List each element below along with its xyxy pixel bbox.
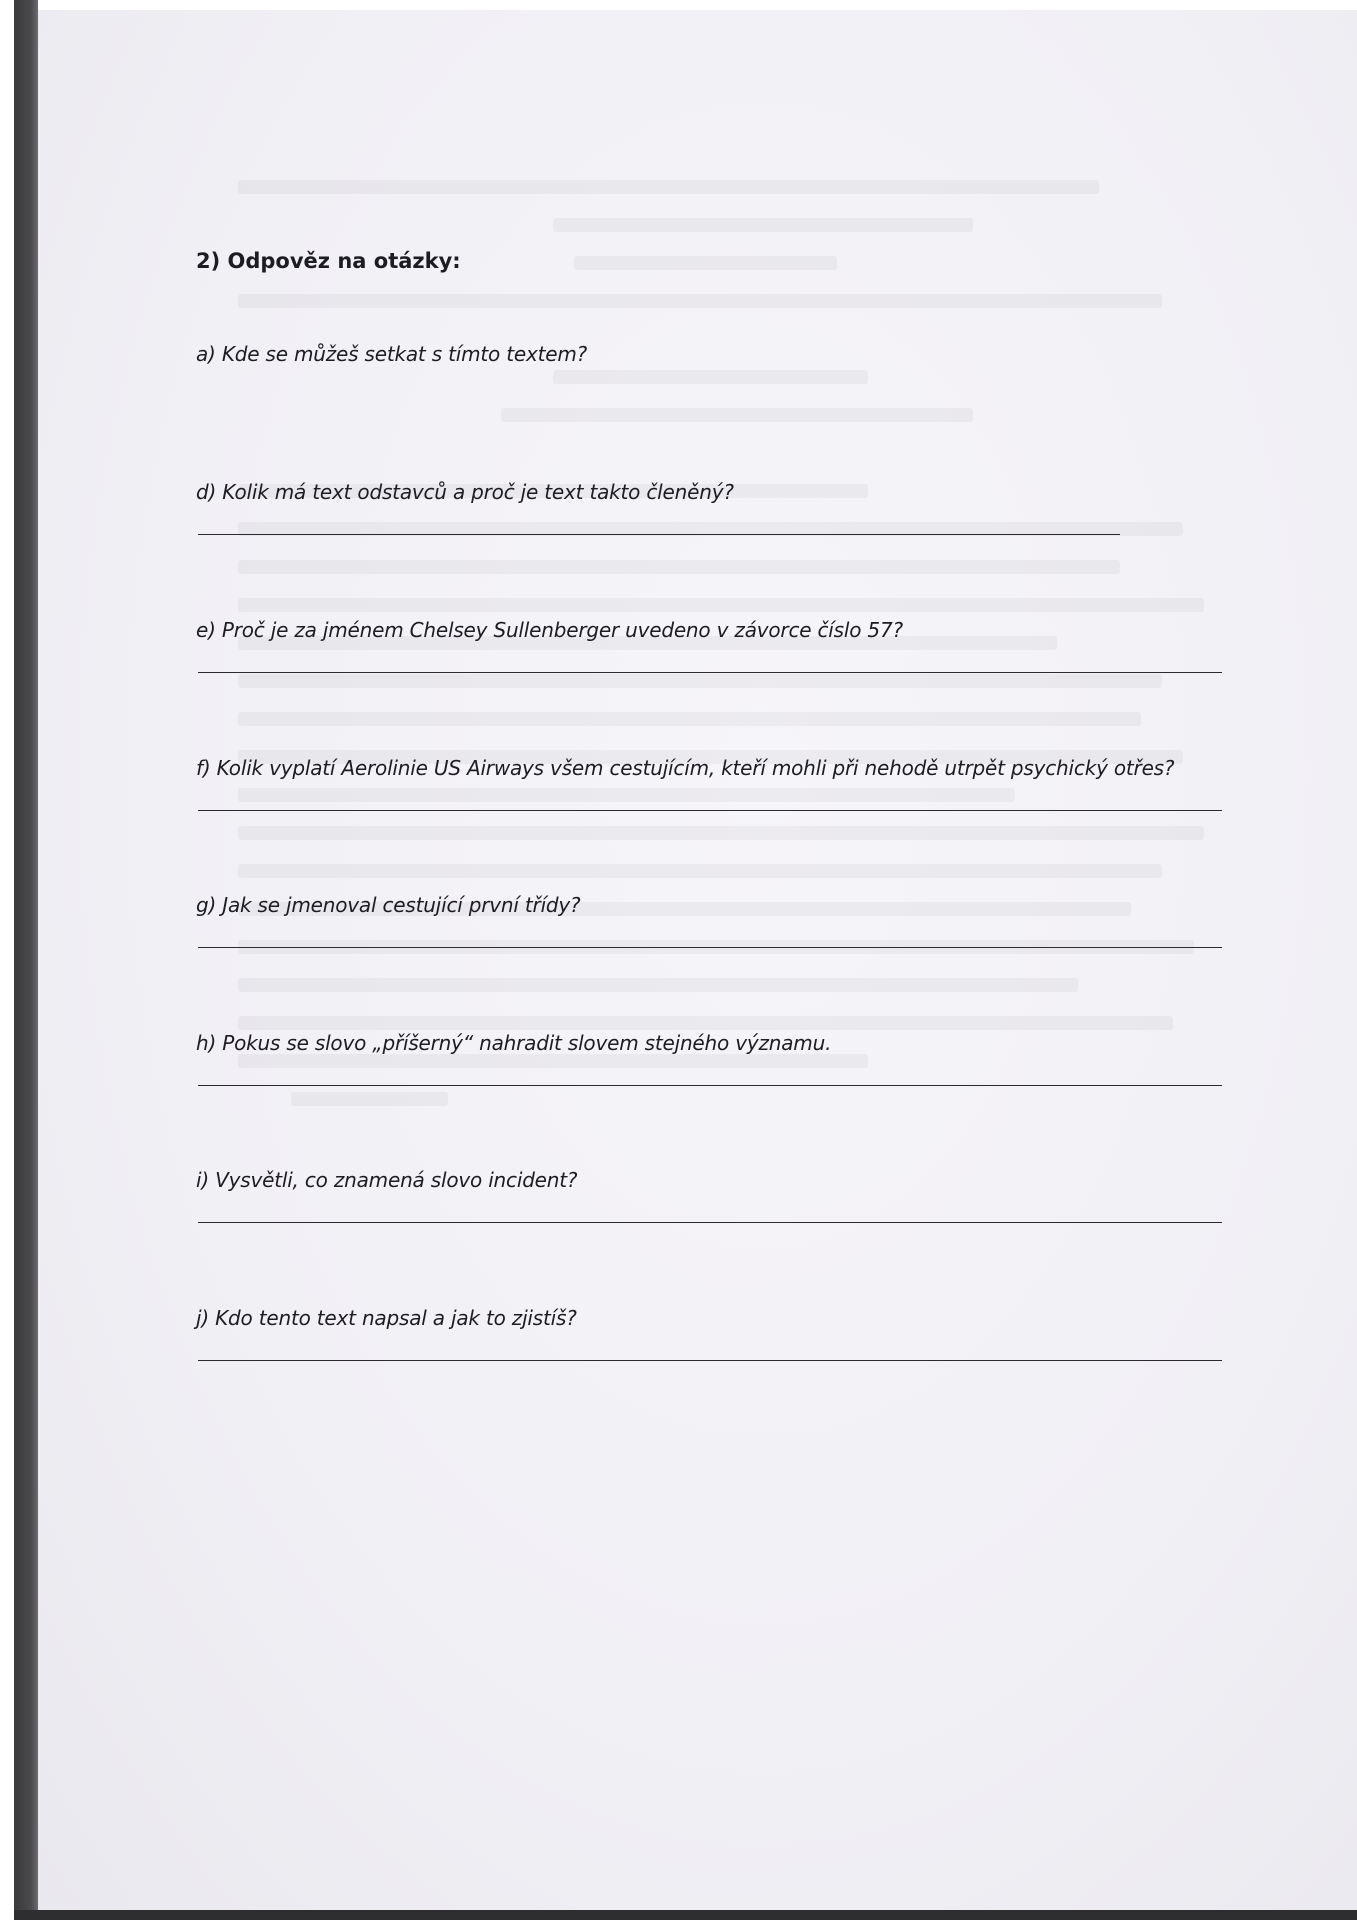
question-g — [196, 891, 1236, 919]
answer-line[interactable] — [198, 947, 1222, 948]
question-text: g) Jak se jmenoval cestující první třídy? — [196, 893, 581, 917]
answer-line[interactable] — [198, 1222, 1222, 1223]
scanner-shadow-left — [14, 0, 38, 1920]
answer-line[interactable] — [198, 1085, 1222, 1086]
question-text: f) Kolik vyplatí Aerolinie US Airways všem cestujícím, kteří mohli při nehodě utrpět psychický otřes? — [196, 756, 1175, 780]
question-text: a) Kde se můžeš setkat s tímto textem? — [196, 342, 588, 366]
question-text: e) Proč je za jménem Chelsey Sullenberger uvedeno v závorce číslo 57? — [196, 618, 903, 642]
worksheet-page — [38, 10, 1357, 1910]
scan-margin-left — [0, 0, 14, 1920]
worksheet-content — [196, 246, 1236, 1330]
question-text: i) Vysvětli, co znamená slovo incident? — [196, 1168, 578, 1192]
answer-line[interactable] — [198, 1360, 1222, 1361]
section-title: 2) Odpověz na otázky: — [196, 249, 461, 273]
question-e — [196, 616, 1236, 644]
question-j — [196, 1304, 1236, 1332]
question-text: j) Kdo tento text napsal a jak to zjistíš? — [196, 1306, 577, 1330]
answer-line[interactable] — [198, 810, 1222, 811]
scanner-shadow-bottom — [14, 1910, 1357, 1920]
answer-line[interactable] — [198, 534, 1120, 535]
scan-margin-top — [38, 0, 1357, 10]
question-i — [196, 1166, 1236, 1194]
question-f — [196, 754, 1236, 782]
question-h — [196, 1029, 1236, 1057]
answer-line[interactable] — [198, 672, 1222, 673]
question-text: h) Pokus se slovo „příšerný“ nahradit slovem stejného významu. — [196, 1031, 832, 1055]
question-text: d) Kolik má text odstavců a proč je text takto členěný? — [196, 480, 734, 504]
question-d — [196, 478, 1236, 506]
question-a — [196, 340, 1236, 368]
